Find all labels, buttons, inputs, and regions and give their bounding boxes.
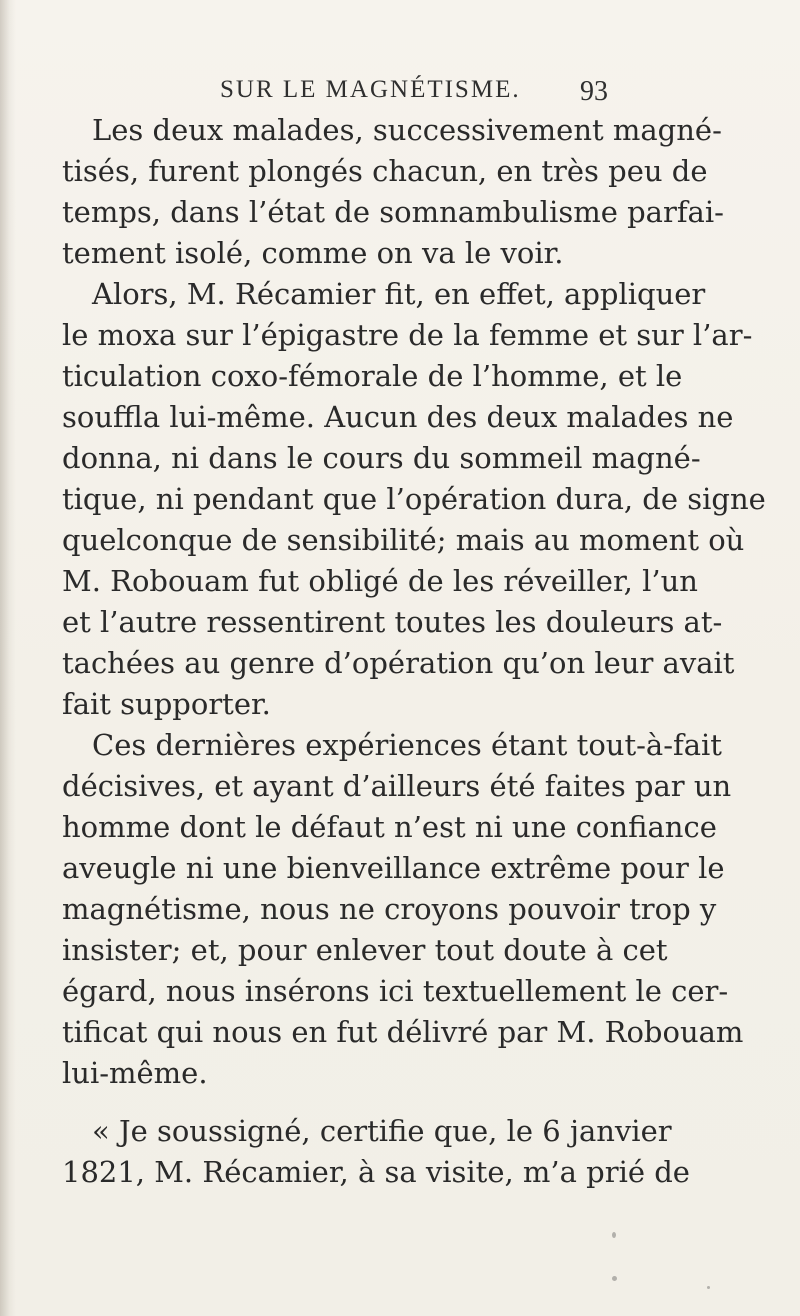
text-line: et l’autre ressentirent toutes les douleurs at- <box>62 605 723 639</box>
text-line: tificat qui nous en fut délivré par M. Robouam <box>62 1015 744 1049</box>
text-line: Les deux malades, successivement magné- <box>92 113 722 147</box>
page-gutter-shadow <box>0 0 16 1316</box>
text-line: Alors, M. Récamier fit, en effet, appliquer <box>92 277 706 311</box>
text-line: 1821, M. Récamier, à sa visite, m’a prié de <box>62 1155 690 1189</box>
text-line: lui-même. <box>62 1056 208 1090</box>
text-line: M. Robouam fut obligé de les réveiller, l’un <box>62 564 698 598</box>
paper-speck <box>612 1276 617 1281</box>
text-line: « Je soussigné, certifie que, le 6 janvier <box>92 1114 672 1148</box>
text-line: le moxa sur l’épigastre de la femme et sur l’ar- <box>62 318 753 352</box>
text-line: donna, ni dans le cours du sommeil magné- <box>62 441 701 475</box>
text-line: magnétisme, nous ne croyons pouvoir trop y <box>62 892 717 926</box>
text-line: tement isolé, comme on va le voir. <box>62 236 564 270</box>
text-line: Ces dernières expériences étant tout-à-fait <box>92 728 722 762</box>
text-line: ticulation coxo-fémorale de l’homme, et le <box>62 359 683 393</box>
running-head <box>0 76 800 116</box>
text-line: homme dont le défaut n’est ni une confiance <box>62 810 717 844</box>
text-line: temps, dans l’état de somnambulisme parfai- <box>62 195 724 229</box>
text-line: décisives, et ayant d’ailleurs été faites par un <box>62 769 732 803</box>
text-line: souffla lui-même. Aucun des deux malades ne <box>62 400 734 434</box>
text-line: aveugle ni une bienveillance extrême pour le <box>62 851 725 885</box>
running-title: SUR LE MAGNÉTISME. <box>220 76 521 103</box>
text-line: quelconque de sensibilité; mais au moment où <box>62 523 745 557</box>
paper-speck <box>612 1232 616 1238</box>
text-line: insister; et, pour enlever tout doute à cet <box>62 933 668 967</box>
page-number: 93 <box>580 76 608 107</box>
text-line: égard, nous insérons ici textuellement le cer- <box>62 974 729 1008</box>
text-line: fait supporter. <box>62 687 271 721</box>
text-line: tique, ni pendant que l’opération dura, de signe <box>62 482 766 516</box>
paper-speck <box>707 1286 710 1289</box>
text-line: tachées au genre d’opération qu’on leur avait <box>62 646 735 680</box>
text-line: tisés, furent plongés chacun, en très peu de <box>62 154 708 188</box>
